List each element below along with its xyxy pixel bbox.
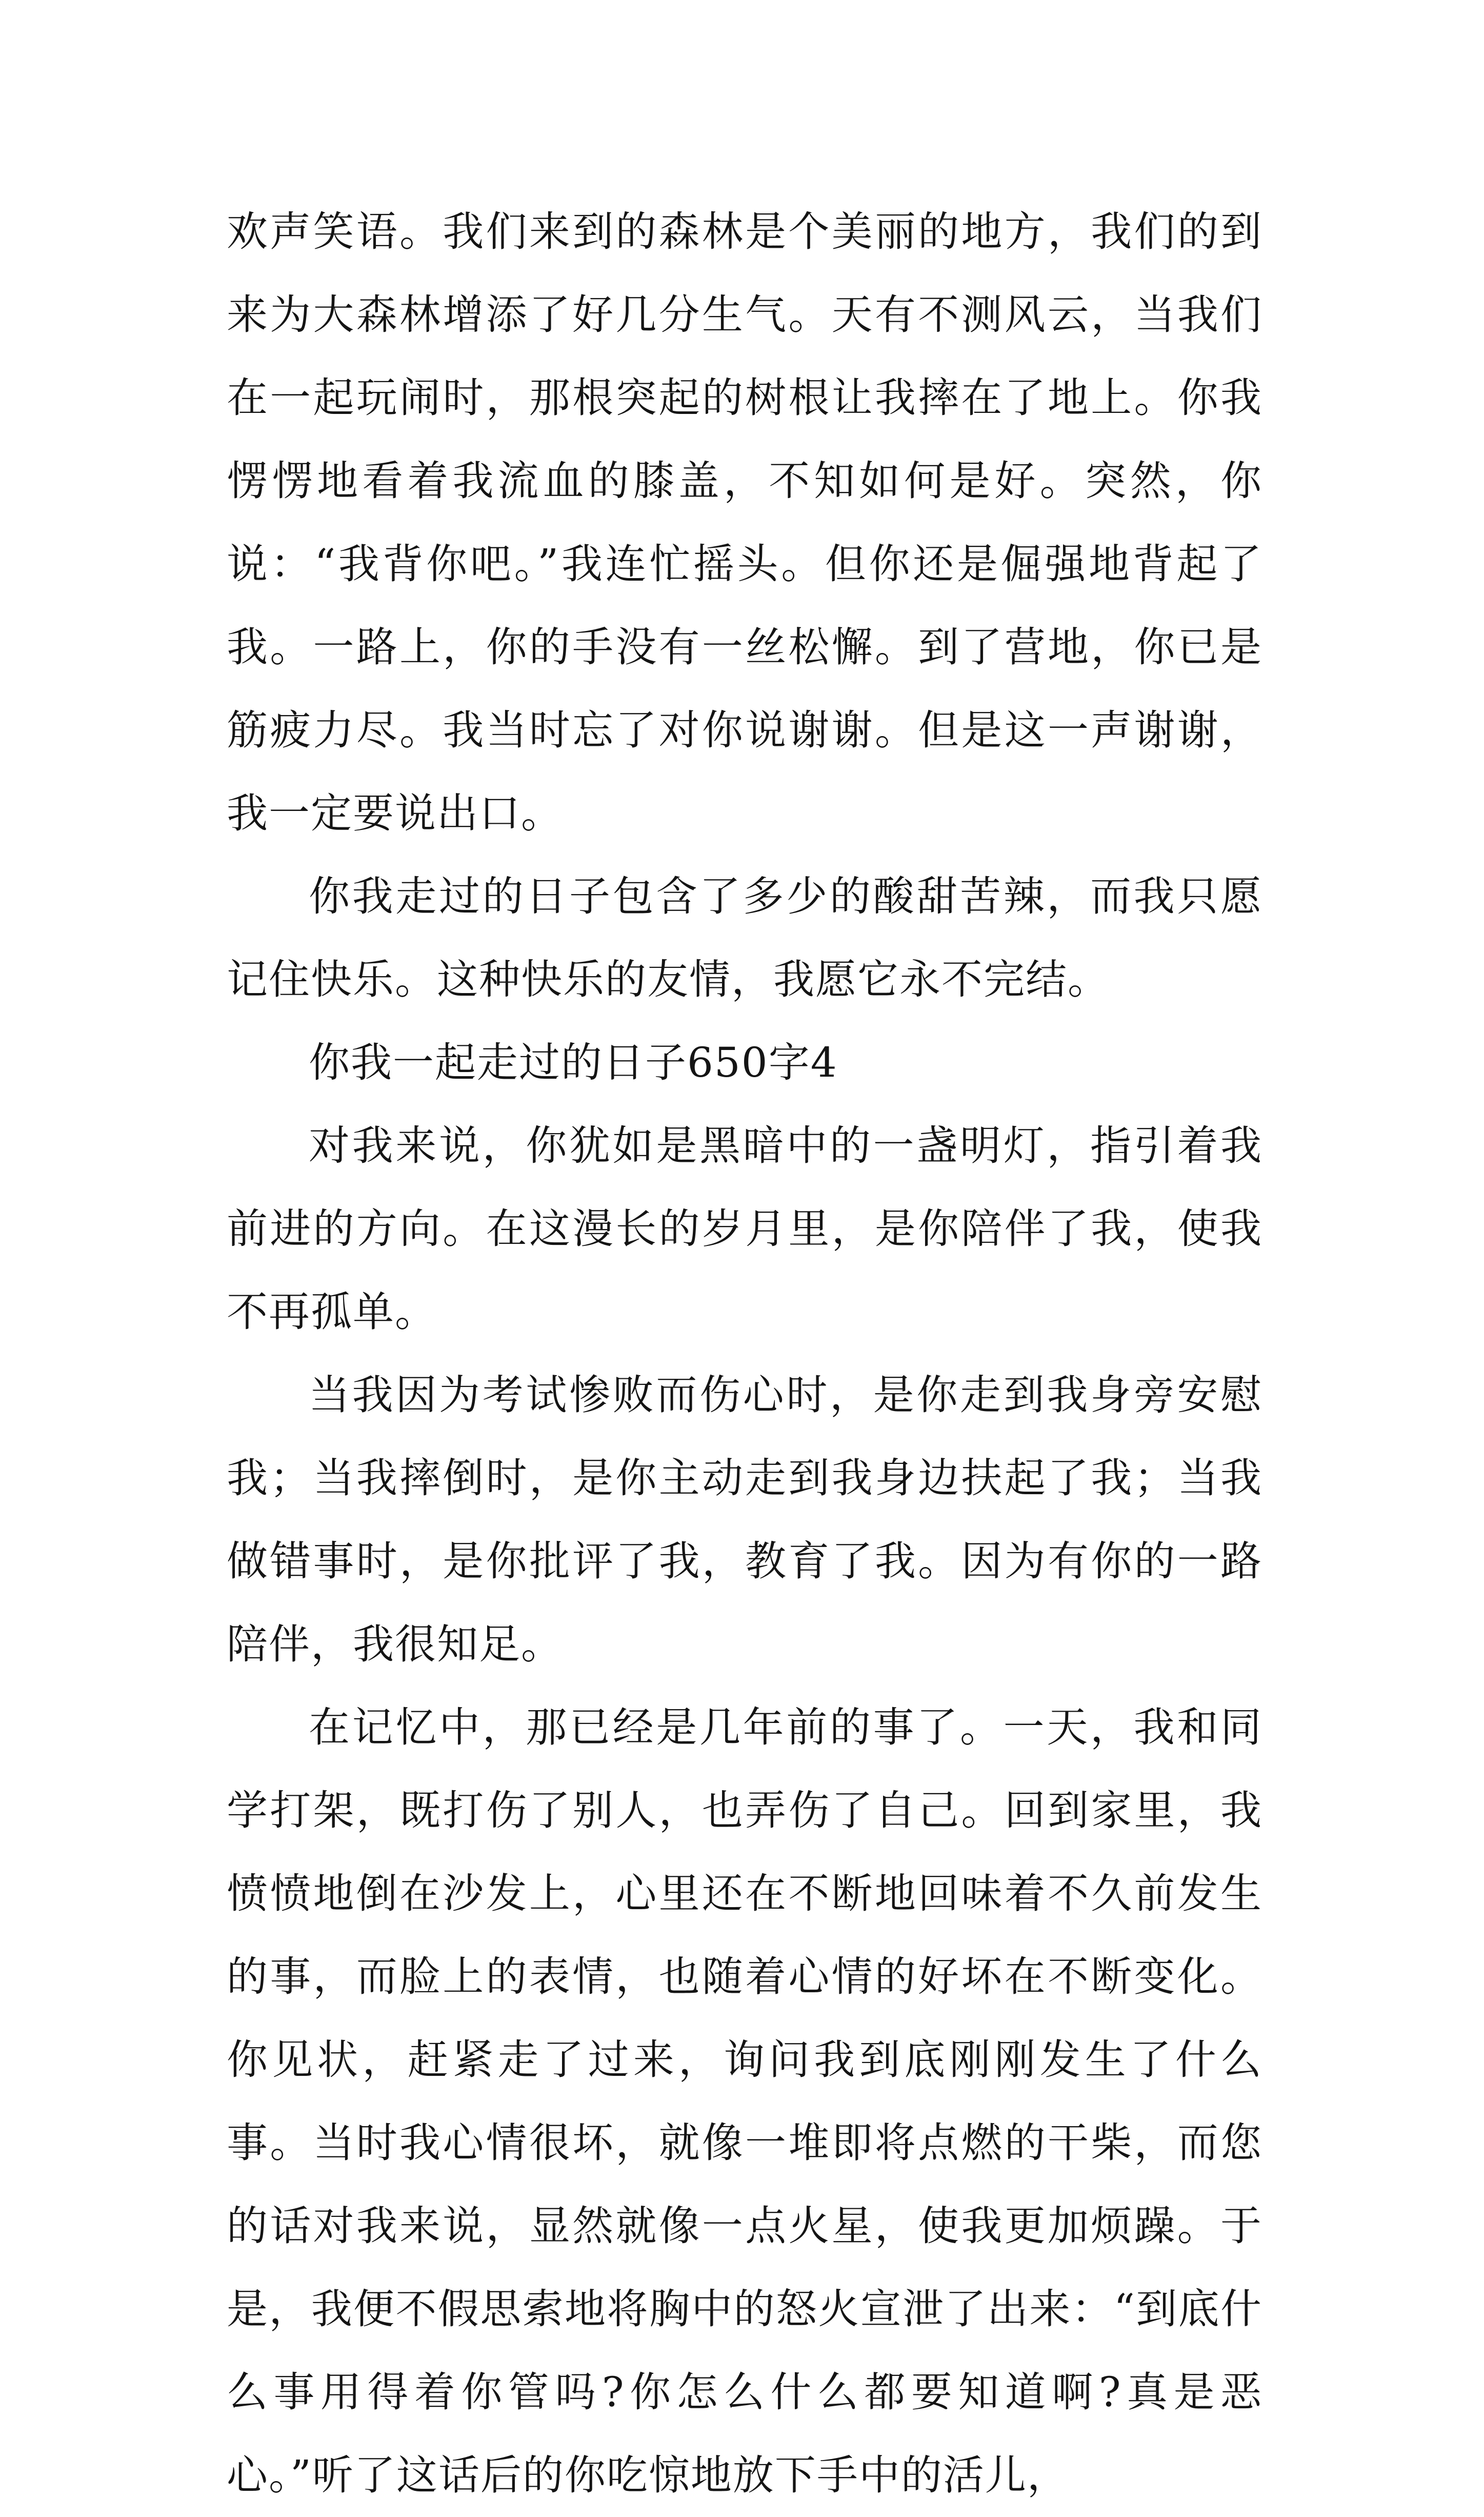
document-body	[227, 190, 1262, 2517]
paragraph-5: 在记忆中，那已经是几年前的事了。一天，我和同学打架，既打伤了别人，也弄伤了自己。回到家里，我愤愤地倒在沙发上，心里还在不断地回味着不久前发生的事，而脸上的表情，也随着心情的好坏在不断变化。你见状，赶紧走了过来，询问我到底刚刚发生了什么事。当时我心情很坏，就像一堆即将点燃的干柴，而您的话对我来说，显然就像一点火星，使我更加烦躁。于是，我便不假思索地将胸中的怒火宣泄了出来：“到底什么事用得着你管吗?你怎么什么都要知道啊?真是恶心。”听了这话后的你吃惊地放下手中的活儿，	[227, 1703, 1262, 2499]
paragraph-2: 你我走过的日子包含了多少的酸甜苦辣，而我只愿记住快乐。这种快乐的友情，我愿它永不完结。	[227, 873, 1262, 1003]
section-heading: 你我一起走过的日子650字4	[309, 1039, 838, 1086]
paragraph-4: 当我因为考试惨败而伤心时，是你走到我身旁安慰我；当我摔倒时，是你主动走到我身边扶起了我；当我做错事时，是你批评了我，教育了我。因为有你的一路陪伴，我很知足。	[227, 1371, 1262, 1668]
paragraph-1: 欢声笑语。我们来到的森林是个美丽的地方，我们的到来为大森林增添了好几分生气。天有不测风云，当我们在一起玩闹时，那根突起的树根让我摔在了地上。你我愣愣地看着我流血的膝盖，不知如何是好。突然，你说：“我背你吧。”我连忙摇头。但你还是倔强地背起了我。一路上，你的手没有一丝松懈。到了营地，你已是筋疲力尽。我当时忘了对你说谢谢。但是这一声谢谢，我一定要说出口。	[227, 208, 1262, 837]
paragraph-3: 对我来说，你犹如是黑暗中的一盏明灯，指引着我前进的方向。在这漫长的岁月里，是你陪伴了我，使我不再孤单。	[227, 1122, 1262, 1336]
